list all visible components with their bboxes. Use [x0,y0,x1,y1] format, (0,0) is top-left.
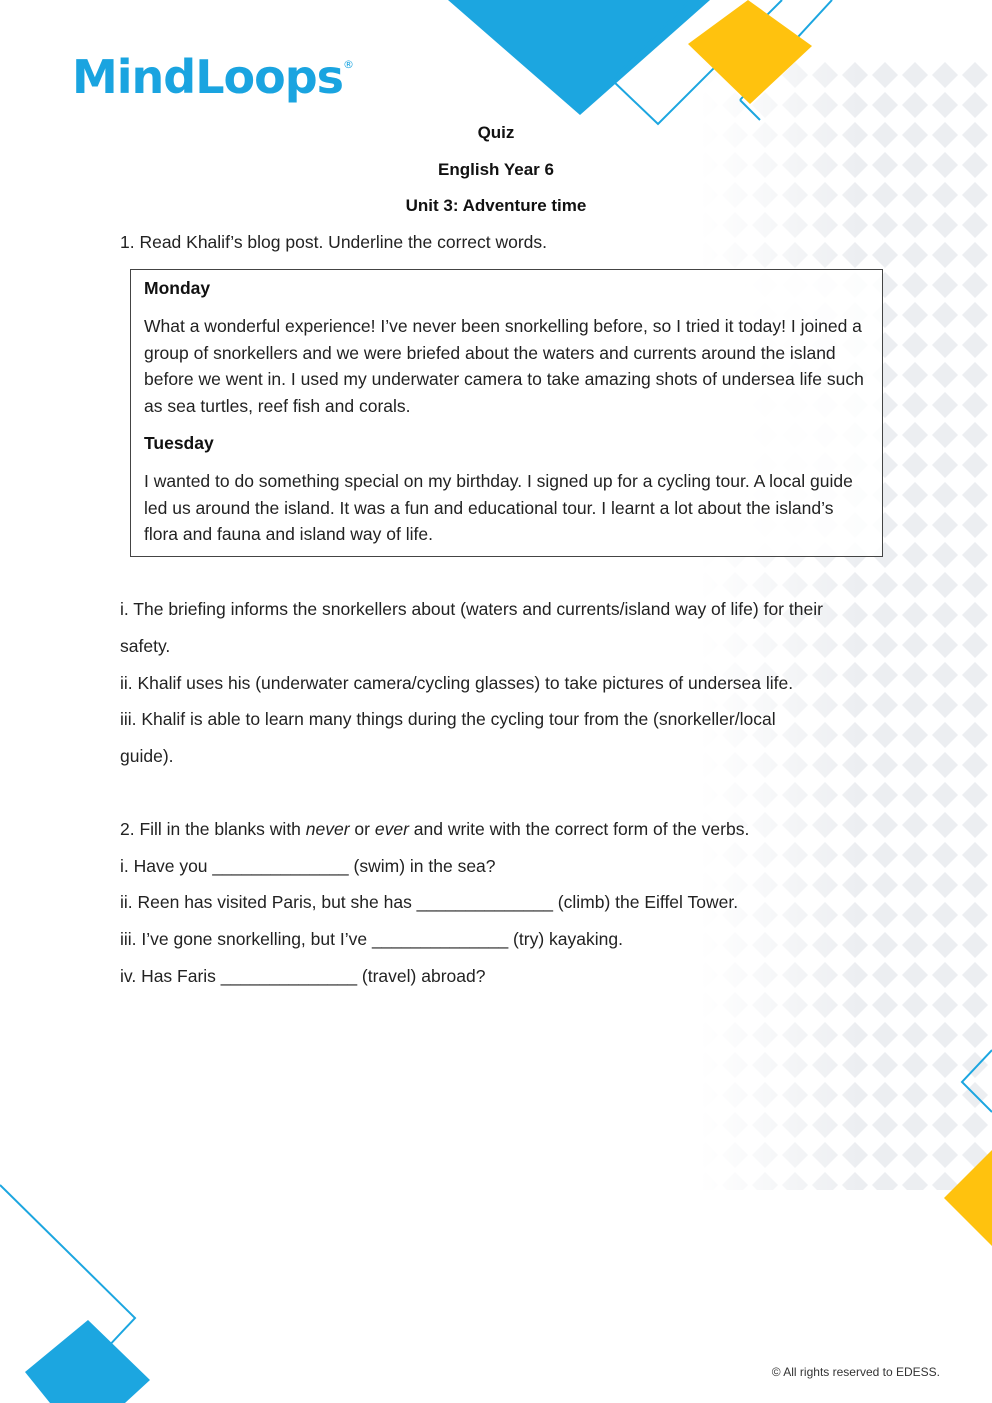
outline-corner-shape [0,1185,135,1350]
copyright-footer: © All rights reserved to EDESS. [771,1365,940,1379]
quiz-title: Quiz [477,123,515,142]
question-1-item: iii. Khalif is able to learn many things during the cycling tour from the (snorkeller/local [120,709,776,729]
blue-triangle-shape [448,0,710,115]
monday-heading: Monday [144,278,211,298]
question-1-item: i. The briefing informs the snorkellers about (waters and currents/island way of life) for their [120,599,823,619]
question-1-item: guide). [120,746,174,766]
tuesday-heading: Tuesday [144,433,214,453]
question-1-item: safety. [120,636,171,656]
question-2-instruction: 2. Fill in the blanks with never or ever and write with the correct form of the verbs. [120,819,750,839]
tuesday-text: I wanted to do something special on my birthday. I signed up for a cycling tour. A local guide led us around the island. It was a fun and educational tour. I learnt a lot about the island’s flora and fauna and island way of life. [144,471,853,544]
question-2-item: ii. Reen has visited Paris, but she has ______________ (climb) the Eiffel Tower. [120,892,739,912]
blog-post-box [130,269,883,557]
question-2-item: i. Have you ______________ (swim) in the sea? [120,856,496,876]
question-1-instruction: 1. Read Khalif’s blog post. Underline the correct words. [120,232,548,252]
brand-logo: MindLoops® [72,50,354,104]
subject-title: English Year 6 [438,160,554,179]
unit-title: Unit 3: Adventure time [405,196,587,215]
monday-text: What a wonderful experience! I’ve never been snorkelling before, so I tried it today! I joined a group of snorkellers and we were briefed about the waters and currents around the island before we went in. I used my underwater camera to take amazing shots of undersea life such as sea turtles, reef fish and corals. [144,316,864,416]
question-1-item: ii. Khalif uses his (underwater camera/cycling glasses) to take pictures of undersea life. [120,673,794,693]
blue-diamond-shape [25,1320,150,1403]
question-2-item: iii. I’ve gone snorkelling, but I’ve ______________ (try) kayaking. [120,929,623,949]
question-2-item: iv. Has Faris ______________ (travel) abroad? [120,966,486,986]
